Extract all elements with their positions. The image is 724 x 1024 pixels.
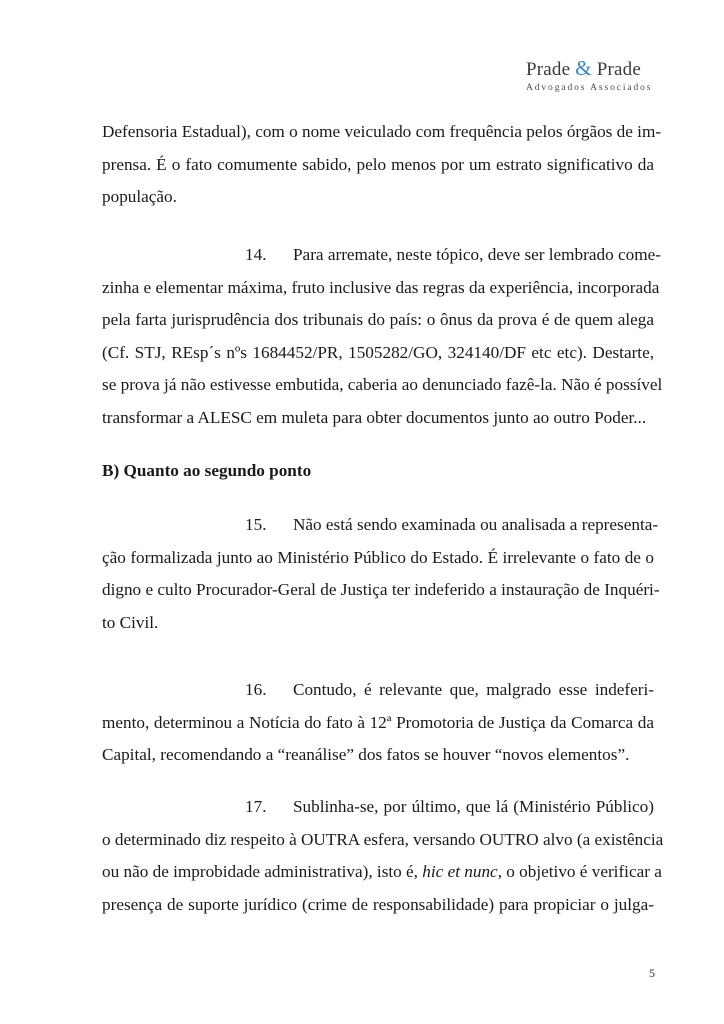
text-line: digno e culto Procurador-Geral de Justiça ter indeferido a instauração de Inquéri- bbox=[102, 580, 660, 599]
firm-name-part1: Prade bbox=[526, 59, 571, 80]
paragraph-number: 16. bbox=[245, 680, 267, 699]
text-line: 14. Para arremate, neste tópico, deve ser lembrado come- bbox=[102, 239, 654, 272]
text-line: 15. Não está sendo examinada ou analisada a representa- bbox=[102, 509, 654, 542]
text-line: Defensoria Estadual), com o nome veiculado com frequência pelos órgãos de im- bbox=[102, 122, 662, 141]
ampersand: & bbox=[575, 56, 592, 80]
text-line: prensa. É o fato comumente sabido, pelo menos por um estrato significativo da bbox=[102, 154, 654, 174]
text-line: presença de suporte jurídico (crime de responsabilidade) para propiciar o julga- bbox=[102, 894, 654, 914]
text-line: to Civil. bbox=[102, 612, 159, 632]
section-heading: B) Quanto ao segundo ponto bbox=[102, 461, 312, 480]
paragraph-intro bbox=[102, 116, 662, 214]
text-line: pela farta jurisprudência dos tribunais do país: o ônus da prova é de quem alega bbox=[102, 310, 654, 329]
text-line: 17. Sublinha-se, por último, que lá (Ministério Público) bbox=[102, 791, 654, 824]
text-line: transformar a ALESC em muleta para obter documentos junto ao outro Poder... bbox=[102, 407, 647, 427]
text-line: Capital, recomendando a “reanálise” dos fatos se houver “novos elementos”. bbox=[102, 745, 630, 764]
text-line: mento, determinou a Notícia do fato à 12ª Promotoria de Justiça da Comarca da bbox=[102, 712, 654, 732]
paragraph-14 bbox=[102, 239, 663, 434]
paragraph-16 bbox=[102, 674, 654, 772]
text-line: se prova já não estivesse embutida, caberia ao denunciado fazê-la. Não é possível bbox=[102, 375, 663, 394]
paragraph-number: 17. bbox=[245, 797, 267, 816]
text-line: população. bbox=[102, 187, 177, 206]
paragraph-number: 14. bbox=[245, 245, 267, 264]
paragraph-17 bbox=[102, 791, 664, 921]
text-line: o determinado diz respeito à OUTRA esfera, versando OUTRO alvo (a existência bbox=[102, 829, 664, 849]
firm-name-part2: Prade bbox=[596, 59, 641, 80]
firm-subtitle: Advogados Associados bbox=[526, 83, 653, 93]
text-line: zinha e elementar máxima, fruto inclusive das regras da experiência, incorporada bbox=[102, 277, 660, 297]
firm-name bbox=[526, 56, 666, 81]
firm-logo bbox=[526, 56, 666, 93]
paragraph-15 bbox=[102, 509, 660, 639]
text-line: ção formalizada junto ao Ministério Público do Estado. É irrelevante o fato de o bbox=[102, 547, 654, 567]
text-line: 16. Contudo, é relevante que, malgrado esse indeferi- bbox=[102, 674, 654, 707]
latin-phrase: hic et nunc bbox=[422, 862, 498, 881]
text-line: (Cf. STJ, REsp´s nºs 1684452/PR, 1505282/GO, 324140/DF etc etc). Destarte, bbox=[102, 342, 654, 362]
paragraph-number: 15. bbox=[245, 515, 267, 534]
text-line: ou não de improbidade administrativa), isto é, hic et nunc, o objetivo é verificar a bbox=[102, 862, 662, 881]
page-number: 5 bbox=[649, 966, 655, 980]
